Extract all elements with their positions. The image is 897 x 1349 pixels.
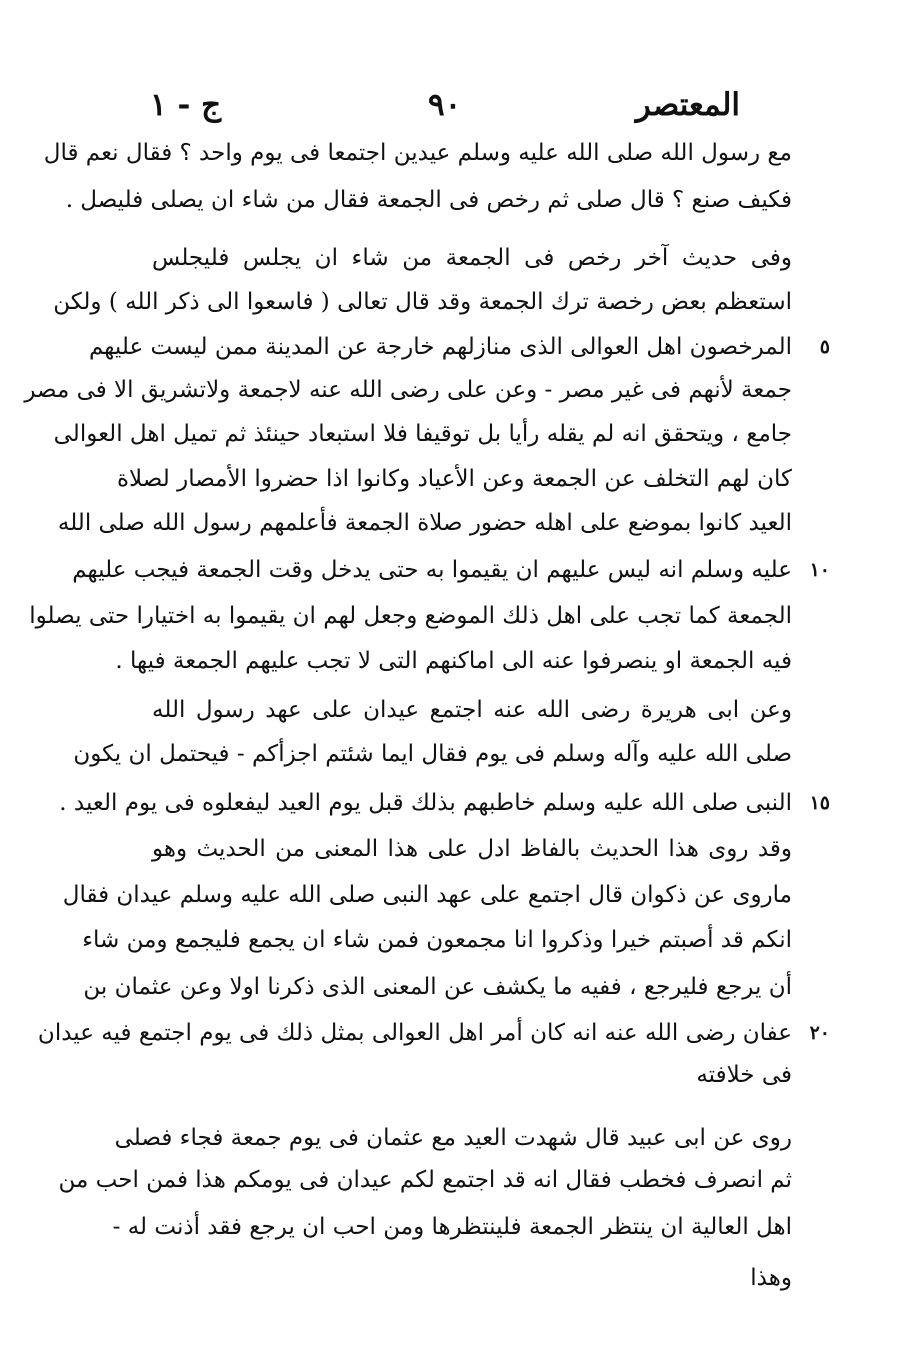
text-line: النبى صلى الله عليه وسلم خاطبهم بذلك قبل يوم العيد ليفعلوه فى يوم العيد .	[59, 790, 792, 816]
text-line: المرخصون اهل العوالى الذى منازلهم خارجة عن المدينة ممن ليست عليهم	[89, 334, 792, 360]
text-line: مع رسول الله صلى الله عليه وسلم عيدين اجتمعا فى يوم واحد ؟ فقال نعم قال	[43, 140, 792, 166]
text-line: فى خلافته	[696, 1062, 792, 1088]
line-number: ٢٠	[809, 1022, 830, 1044]
text-line: صلى الله عليه وآله وسلم فى يوم فقال ايما شئتم اجزأكم - فيحتمل ان يكون	[73, 741, 792, 767]
text-line: وفى حديث آخر رخص فى الجمعة من شاء ان يجلس فليجلس	[152, 245, 792, 271]
page-header	[150, 82, 740, 132]
text-line: فكيف صنع ؟ قال صلى ثم رخص فى الجمعة فقال من شاء ان يصلى فليصل .	[65, 187, 792, 213]
text-line: ماروى عن ذكوان قال اجتمع على عهد النبى صلى الله عليه وسلم عيدان فقال	[62, 882, 792, 908]
page-number: ٩٠	[428, 87, 462, 123]
text-line: عليه وسلم انه ليس عليهم ان يقيموا به حتى يدخل وقت الجمعة فيجب عليهم	[72, 557, 792, 583]
text-line: استعظم بعض رخصة ترك الجمعة وقد قال تعالى ( فاسعوا الى ذكر الله ) ولكن	[53, 289, 792, 315]
text-line: روى عن ابى عبيد قال شهدت العيد مع عثمان فى يوم جمعة فجاء فصلى	[114, 1125, 792, 1151]
text-line: أن يرجع فليرجع ، ففيه ما يكشف عن المعنى الذى ذكرنا اولا وعن عثمان بن	[83, 974, 792, 1000]
text-line: العيد كانوا بموضع على اهله حضور صلاة الجمعة فأعلمهم رسول الله صلى الله	[57, 510, 792, 536]
text-line: الجمعة كما تجب على اهل ذلك الموضع وجعل لهم ان يقيموا به اختيارا حتى يصلوا	[29, 603, 792, 629]
text-line: جمعة لأنهم فى غير مصر - وعن على رضى الله عنه لاجمعة ولاتشريق الا فى مصر	[24, 377, 792, 403]
text-line: ثم انصرف فخطب فقال انه قد اجتمع لكم عيدان فى يومكم هذا فمن احب من	[58, 1167, 792, 1193]
text-line: فيه الجمعة او ينصرفوا عنه الى اماكنهم التى لا تجب عليهم الجمعة فيها .	[115, 648, 792, 674]
text-line: عفان رضى الله عنه انه كان أمر اهل العوالى بمثل ذلك فى يوم اجتمع فيه عيدان	[37, 1020, 792, 1046]
volume-label: ج - ١	[150, 87, 222, 123]
running-title: المعتصر	[635, 87, 740, 123]
line-number: ٥	[819, 336, 830, 358]
line-number: ١٠	[809, 559, 830, 581]
text-line: اهل العالية ان ينتظر الجمعة فلينتظرها ومن احب ان يرجع فقد أذنت له -	[112, 1214, 792, 1240]
text-line: جامع ، ويتحقق انه لم يقله رأيا بل توقيفا فلا استبعاد حينئذ ثم تميل اهل العوالى	[53, 421, 792, 447]
text-line: وهذا	[750, 1265, 792, 1291]
text-line: كان لهم التخلف عن الجمعة وعن الأعياد وكانوا اذا حضروا الأمصار لصلاة	[117, 466, 792, 492]
line-number: ١٥	[809, 792, 830, 814]
text-line: وقد روى هذا الحديث بالفاظ ادل على هذا المعنى من الحديث وهو	[152, 836, 792, 862]
text-line: وعن ابى هريرة رضى الله عنه اجتمع عيدان على عهد رسول الله	[152, 697, 792, 723]
text-line: انكم قد أصبتم خيرا وذكروا انا مجمعون فمن شاء ان يجمع فليجمع ومن شاء	[82, 927, 792, 953]
